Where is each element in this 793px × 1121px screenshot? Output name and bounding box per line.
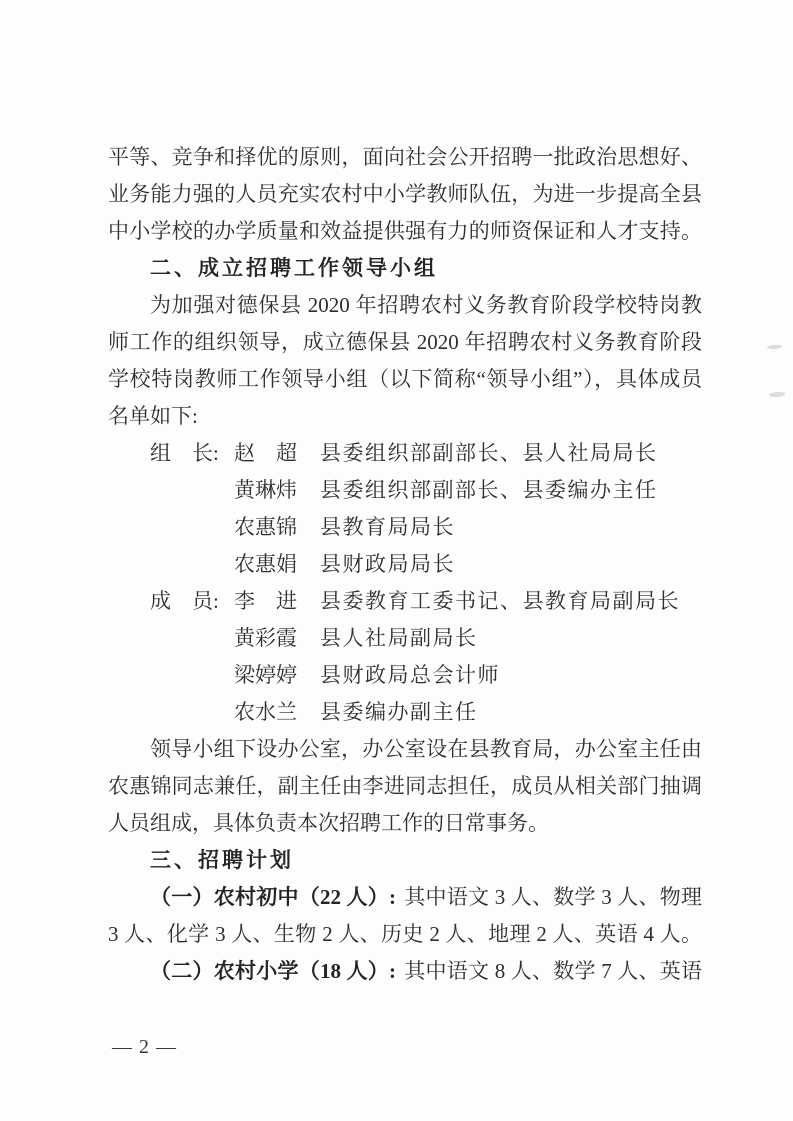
- plan-item-middle-school-line: [108, 879, 702, 916]
- roster-member-name: 黄彩霞: [234, 626, 297, 650]
- roster-row-member-3: [108, 657, 702, 694]
- roster-member-title: 县财政局总会计师: [320, 663, 500, 687]
- roster-member-title: 县委组织部副部长、县人社局局长: [320, 441, 658, 465]
- roster-member-title: 县财政局局长: [320, 552, 455, 576]
- section2-paragraph-line: 学校特岗教师工作领导小组（以下简称“领导小组”），具体成员: [108, 367, 702, 391]
- plan-item-primary-school-line: [108, 953, 702, 990]
- roster-member-name: 梁婷婷: [234, 663, 297, 687]
- roster-role-label: [150, 546, 234, 583]
- roster-role-label: [150, 620, 234, 657]
- paragraph-carryover-line: 中小学校的办学质量和效益提供强有力的师资保证和人才支持。: [108, 219, 702, 243]
- page-number: — 2 —: [112, 1036, 177, 1058]
- plan-item-label: （一）农村初中（22 人）:: [150, 885, 396, 909]
- roster-member-title: 县委教育工委书记、县教育局副局长: [320, 589, 680, 613]
- section2-paragraph-line: 名单如下:: [108, 404, 198, 428]
- roster-member-name: 黄琳炜: [234, 478, 297, 502]
- office-paragraph-line: 农惠锦同志兼任，副主任由李进同志担任，成员从相关部门抽调: [108, 774, 702, 798]
- roster-row-member-2: [108, 620, 702, 657]
- scan-smudge: [769, 391, 785, 397]
- section3-heading: 三、招聘计划: [150, 849, 294, 872]
- roster-role-label: [150, 472, 234, 509]
- roster-role-label: 成 员:: [150, 589, 219, 613]
- roster-row-leader-4: [108, 546, 702, 583]
- roster-role-label: [150, 509, 234, 546]
- roster-row-leader-1: [108, 435, 702, 472]
- plan-item-middle-school-line: 3 人、化学 3 人、生物 2 人、历史 2 人、地理 2 人、英语 4 人。: [108, 922, 702, 946]
- roster-row-leader-2: [108, 472, 702, 509]
- section2-paragraph-line: 为加强对德保县 2020 年招聘农村义务教育阶段学校特岗教: [150, 293, 702, 317]
- scan-smudge: [767, 344, 782, 349]
- roster-member-title: 县教育局局长: [320, 515, 455, 539]
- roster-member-title: 县委编办副主任: [320, 700, 478, 724]
- roster-role-label: 组 长:: [150, 441, 219, 465]
- roster-row-member-1: [108, 583, 702, 620]
- roster-row-member-4: [108, 694, 702, 731]
- section2-paragraph-line: 师工作的组织领导，成立德保县 2020 年招聘农村义务教育阶段: [108, 330, 702, 354]
- roster-member-name: 赵 超: [234, 441, 297, 465]
- roster-member-name: 李 进: [234, 589, 297, 613]
- roster-member-name: 农惠锦: [234, 515, 297, 539]
- roster-role-label: [150, 694, 234, 731]
- plan-item-label: （二）农村小学（18 人）:: [150, 959, 396, 983]
- roster-member-title: 县委组织部副部长、县委编办主任: [320, 478, 658, 502]
- plan-item-text: 其中语文 8 人、数学 7 人、英语: [404, 959, 702, 983]
- document-body: [108, 139, 702, 990]
- roster-member-name: 农水兰: [234, 700, 297, 724]
- paragraph-carryover-line: 平等、竞争和择优的原则，面向社会公开招聘一批政治思想好、: [108, 145, 702, 169]
- section2-heading: 二、成立招聘工作领导小组: [150, 257, 438, 280]
- paragraph-carryover-line: 业务能力强的人员充实农村中小学教师队伍，为进一步提高全县: [108, 182, 702, 206]
- office-paragraph-line: 领导小组下设办公室，办公室设在县教育局，办公室主任由: [150, 737, 702, 761]
- plan-item-text: 其中语文 3 人、数学 3 人、物理: [404, 885, 702, 909]
- roster-role-label: [150, 657, 234, 694]
- roster-member-name: 农惠娟: [234, 552, 297, 576]
- roster-row-leader-3: [108, 509, 702, 546]
- office-paragraph-line: 人员组成，具体负责本次招聘工作的日常事务。: [108, 811, 549, 835]
- roster-member-title: 县人社局副局长: [320, 626, 478, 650]
